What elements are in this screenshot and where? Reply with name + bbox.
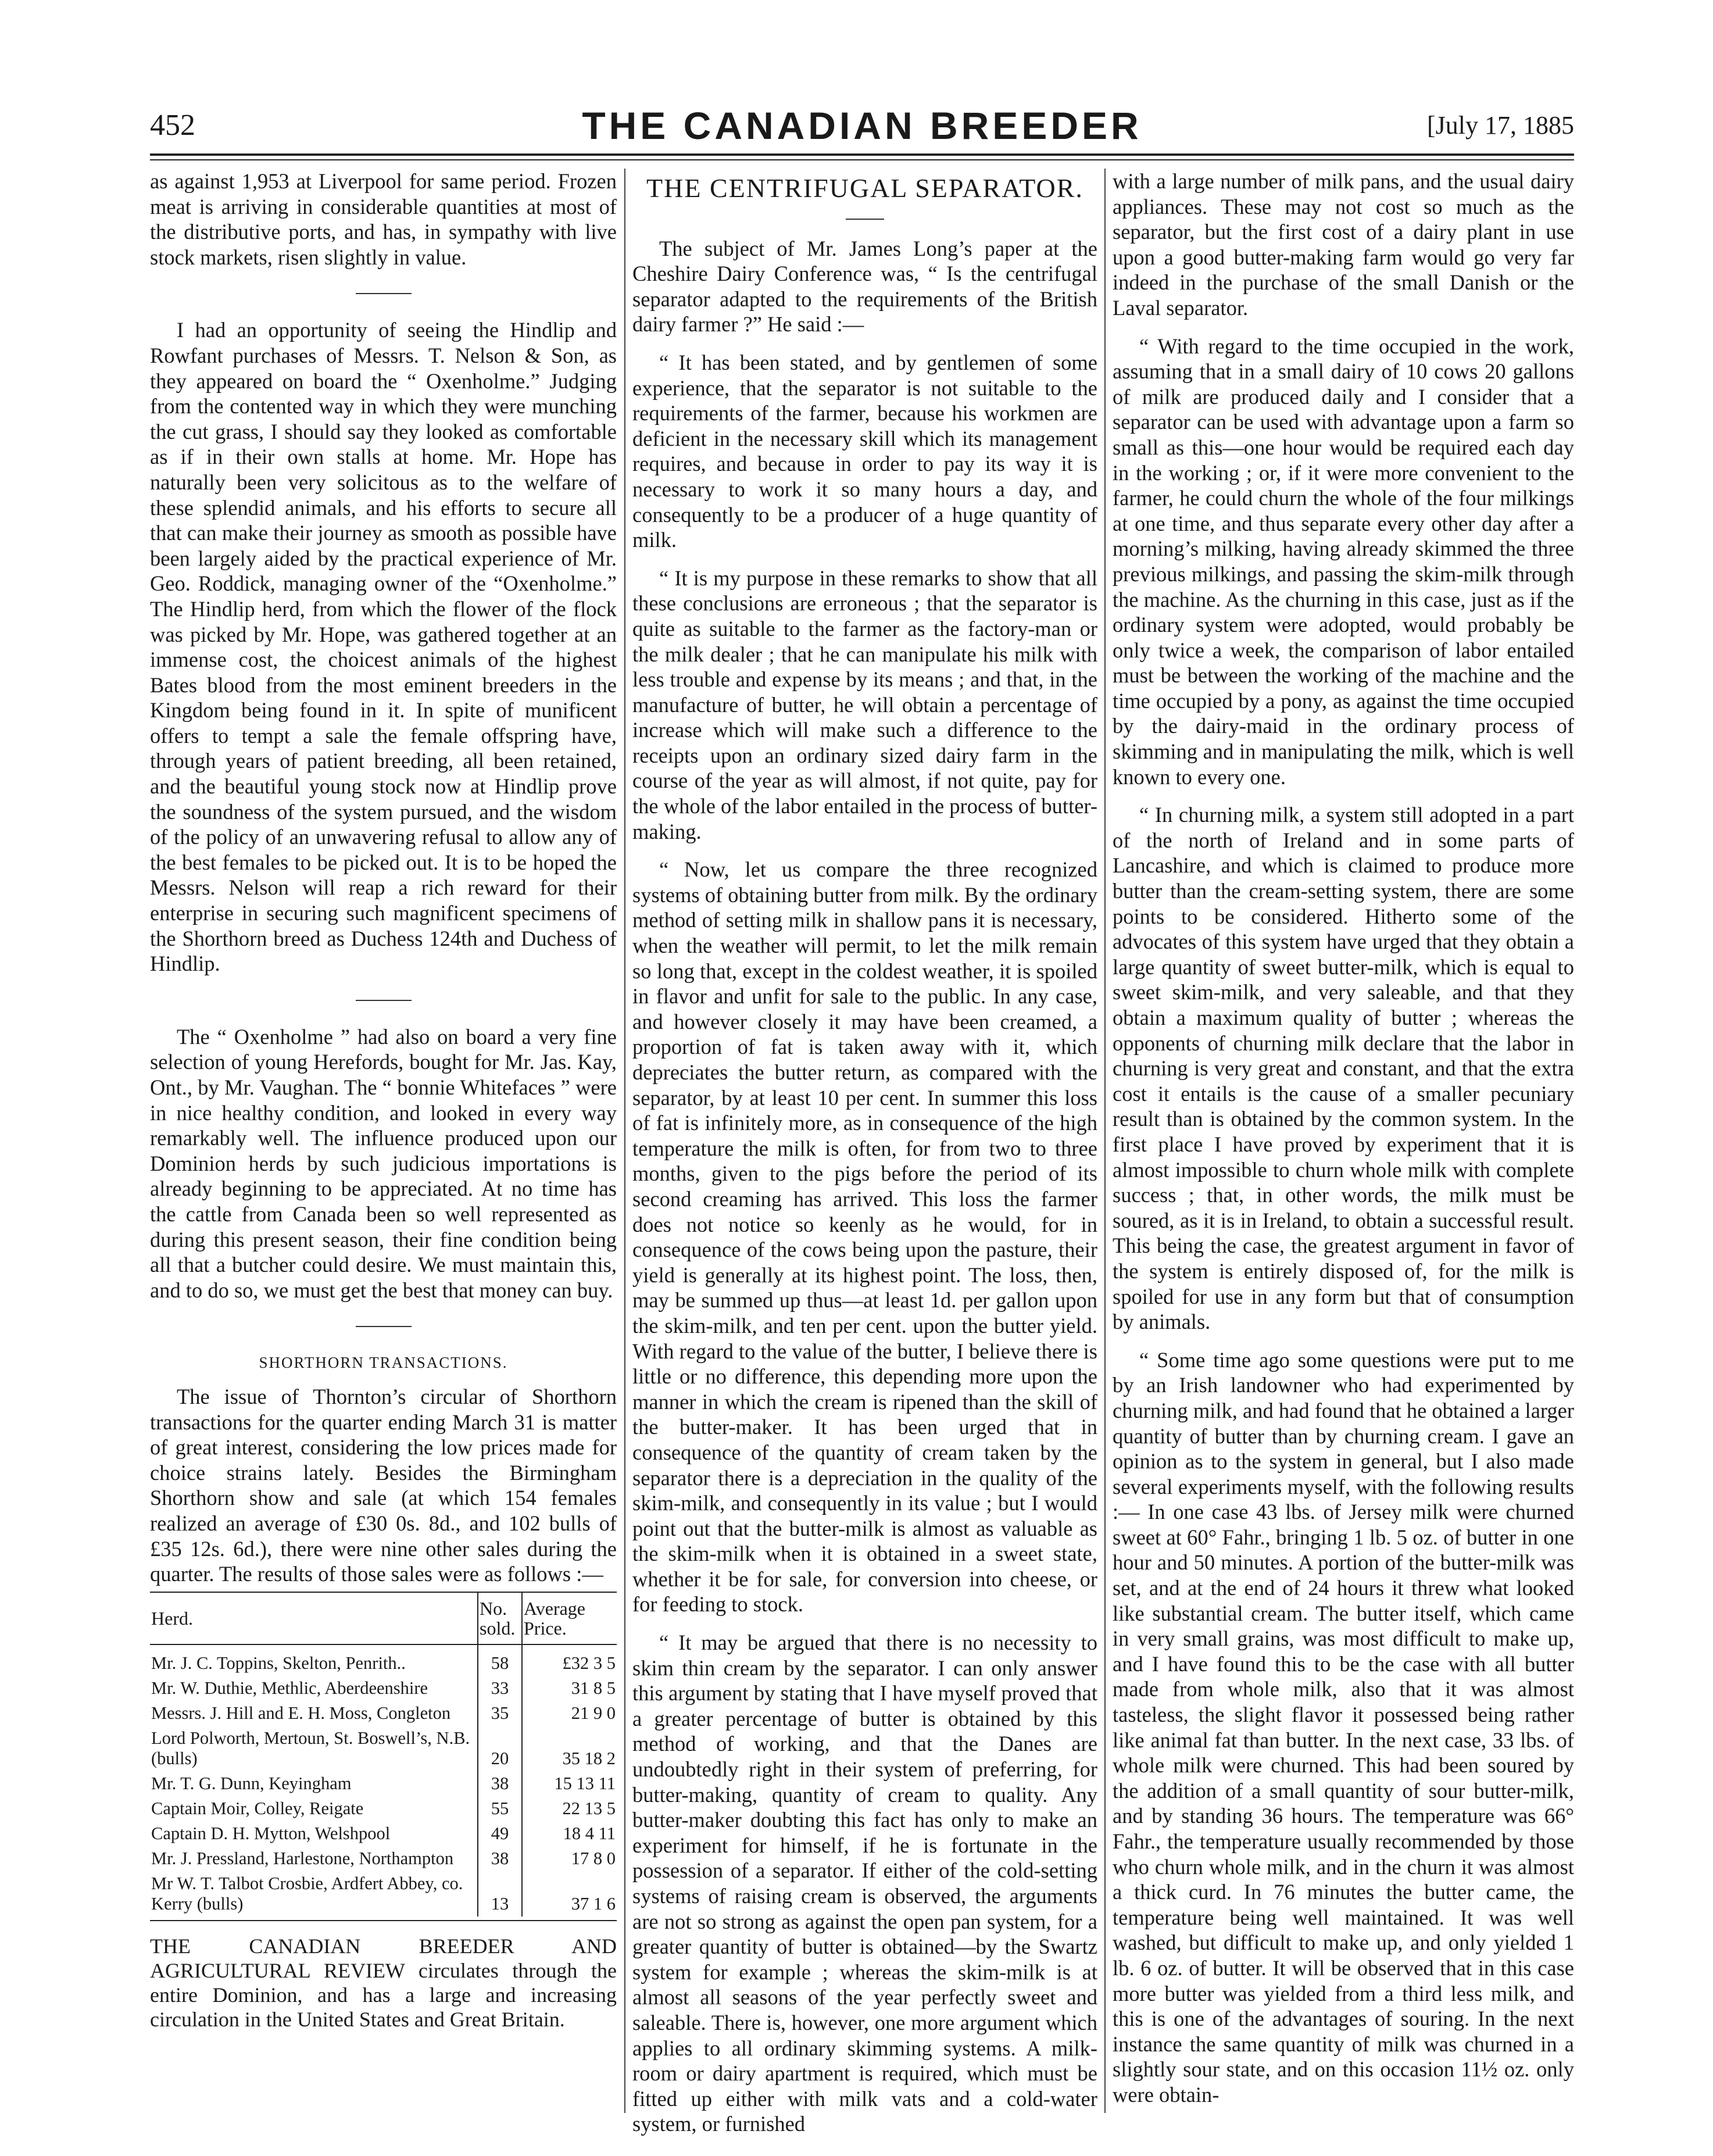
table-row [150,1821,617,1846]
number-sold: 33 [478,1676,522,1701]
table-bottom-rule [150,1920,617,1921]
shorthorn-sales-table [150,1592,617,1917]
number-sold: 55 [478,1796,522,1821]
number-sold: 35 [478,1701,522,1726]
herd-name: Lord Polworth, Mertoun, St. Boswell’s, N.B. (bulls) [151,1728,470,1768]
article-paragraph: “ It may be argued that there is no necessity to skim thin cream by the separator. I can only answer this argument by stating that I have myself proved that a greater percentage of butter is obtained by this method of working, and that the Danes are undoubtedly right in their system of preferring, for butter-making, quantity of cream to quality. Any butter-maker doubting this fact has only to make an experiment for himself, if he is fortunate in the possession of a separator. If either of the cold-setting systems of raising cream is observed, the arguments are not so strong as against the open pan system, for a greater quantity of butter is obtained—by the Swartz system for example ; whereas the skim-milk is at almost all seasons of the year perfectly sweet and saleable. There is, however, one more argument which applies to all ordinary skimming systems. A milk-room or dairy apartment is required, which must be fitted up either with milk vats and a cold-water system, or furnished [632,1631,1097,2136]
average-price: 37 1 6 [522,1871,617,1917]
article-paragraph: with a large number of milk pans, and the usual dairy appliances. These may not cost so much as the separator, but the first cost of a dairy plant in use upon a good butter-making farm would go very far indeed in the purchase of the small Danish or the Laval separator. [1113,169,1574,320]
article-paragraph: “ Some time ago some questions were put to me by an Irish landowner who had experimented by churning milk, and had found that he obtained a larger quantity of butter than by churning cream. I gave an opinion as to the system in general, but I also made several experiments myself, with the following results :— In one case 43 lbs. of Jersey milk were churned sweet at 60° Fahr., bringing 1 lb. 5 oz. of butter in one hour and 50 minutes. A portion of the butter-milk was set, and at the end of 24 hours it threw what looked like substantial cream. The butter itself, which came in very small grains, was most difficult to make up, and I have found this to be the case with all butter made from whole milk, also that it was almost tasteless, the slight flavor it possessed being rather like animal fat than butter. In the next case, 33 lbs. of whole milk were churned. This had been soured by the addition of a small quantity of sour butter-milk, and by standing 36 hours. The temperature was 66° Fahr., the temperature usually recommended by those who churn whole milk, and in the churn it was almost a thick curd. In 76 minutes the butter came, the temperature being well maintained. It was well washed, but difficult to make up, and only yielded 1 lb. 6 oz. of butter. It will be observed that in this case more butter was yielded from a third less milk, and this is one of the advantages of souring. In the next instance the same quantity of milk was churned in a slightly sour state, and on this occasion 11½ oz. only were obtain- [1113,1347,1574,2107]
number-sold: 38 [478,1771,522,1796]
title-divider [846,219,884,220]
number-sold: 58 [478,1651,522,1676]
price-column-header: Average Price. [522,1592,617,1644]
table-row [150,1726,617,1771]
article-paragraph: “ Now, let us compare the three recognized systems of obtaining butter from milk. By the ordinary method of setting milk in shallow pans it is necessary, when the weather will permit, to let the milk remain so long that, except in the coldest weather, it is spoiled in flavor and unfit for sale to the public. In any case, and however closely it may have been creamed, a proportion of fat is taken away with it, which depreciates the butter return, as compared with the separator, by at least 10 per cent. In summer this loss of fat is infinitely more, as in consequence of the high temperature the milk is often, for from two to three months, given to the pigs before the period of its second creaming has arrived. This loss the farmer does not notice so keenly as he would, for in consequence of the cows being upon the pasture, their yield is generally at its highest point. The loss, then, may be summed up thus—at least 1d. per gallon upon the skim-milk, and ten per cent. upon the butter yield. With regard to the value of the butter, I believe there is little or no difference, this depending more upon the manner in which the cream is ripened than the skill of the butter-maker. It has been urged that in consequence of the quantity of cream taken by the separator there is a depreciation in the quality of the skim-milk, and consequently in its value ; but I would point out that the butter-milk is almost as valuable as the skim-milk when it is obtained in a sweet state, whether it be for sale, for conversion into cheese, or for feeding to stock. [632,857,1097,1617]
herd-name: Mr. J. Pressland, Harlestone, Northampton [151,1848,454,1868]
issue-date: [July 17, 1885 [1427,111,1574,140]
average-price: 21 9 0 [522,1701,617,1726]
table-row [150,1846,617,1871]
shorthorn-heading: SHORTHORN TRANSACTIONS. [259,1354,508,1372]
page-header [150,103,1574,149]
average-price: 15 13 11 [522,1771,617,1796]
average-price: 35 18 2 [522,1726,617,1771]
section-divider [356,1000,412,1001]
table-row [150,1796,617,1821]
article-paragraph: as against 1,953 at Liverpool for same period. Frozen meat is arriving in considerable quantities at most of the distributive ports, and has, in sympathy with live stock markets, risen slightly in value. [150,169,617,269]
table-spacer [150,1644,617,1651]
table-row [150,1701,617,1726]
herd-column-header: Herd. [150,1592,478,1644]
article-paragraph: “ With regard to the time occupied in the work, assuming that in a small dairy of 10 cows 20 gallons of milk are produced daily and I consider that a separator can be used with advantage upon a farm so small as this—one hour would be required each day in the working ; or, if it were more convenient to the farmer, he could churn the whole of the four milkings at one time, and thus separate every other day after a morning’s milking, having already skimmed the three previous milkings, and passing the skim-milk through the machine. As the churning in this case, just as if the ordinary system were adopted, would probably be only twice a week, the comparison of labor entailed must be between the working of the machine and the time occupied by a pony, as against the time occupied by the dairy-maid in the ordinary process of skimming and in manipulating the milk, which is well known to every one. [1113,334,1574,789]
sold-column-header: No. sold. [478,1592,522,1644]
article-paragraph: “ It has been stated, and by gentlemen of some experience, that the separator is not suitable to the requirements of the farmer, because his workmen are deficient in the necessary skill which its management requires, and because in order to pay its way it is necessary to work it so many hours a day, and consequently to be a producer of a huge quantity of milk. [632,350,1097,552]
number-sold: 49 [478,1821,522,1846]
article-title: THE CENTRIFUGAL SEPARATOR. [646,173,1083,203]
number-sold: 38 [478,1846,522,1871]
table-row [150,1651,617,1676]
article-paragraph: I had an opportunity of seeing the Hindlip and Rowfant purchases of Messrs. T. Nelson & Son, as they appeared on board the “ Oxenholme.” Judging from the contented way in which they were munching the cut grass, I should say they looked as comfortable as if in their own stalls at home. Mr. Hope has naturally been very solicitous as to the welfare of these splendid animals, and his efforts to secure all that can make their journey as smooth as possible have been largely aided by the practical experience of Mr. Geo. Roddick, managing owner of the “Oxenholme.” The Hindlip herd, from which the flower of the flock was picked by Mr. Hope, was gathered together at an immense cost, the choicest animals of the highest Bates blood from the most eminent breeders in the Kingdom being found in it. In spite of munificent offers to tempt a sale the female offspring have, through years of patient breeding, all been retained, and the beautiful young stock now at Hindlip prove the soundness of the system pursued, and the wisdom of the policy of an unwavering refusal to allow any of the best females to be picked out. It is to be hoped the Messrs. Nelson will reap a rich reward for their enterprise in securing such magnificent specimens of the Shorthorn breed as Duchess 124th and Duchess of Hindlip. [150,318,617,976]
average-price: 18 4 11 [522,1821,617,1846]
herd-name: Mr. J. C. Toppins, Skelton, Penrith.. [151,1653,406,1673]
article-paragraph: The issue of Thornton’s circular of Shorthorn transactions for the quarter ending March 31 is matter of great interest, considering the low prices made for choice strains lately. Besides the Birmingham Shorthorn show and sale (at which 154 females realized an average of £30 0s. 8d., and 102 bulls of £35 12s. 6d.), there were nine other sales during the quarter. The results of those sales were as follows :— [150,1384,617,1586]
header-rule-thick [150,153,1574,156]
average-price: 17 8 0 [522,1846,617,1871]
column-rule-right [1104,169,1106,2113]
column-rule-left [624,169,625,2113]
table-row [150,1871,617,1917]
column-1 [150,169,617,2032]
section-divider [356,293,412,294]
herd-name: Captain Moir, Colley, Reigate [151,1798,364,1818]
herd-name: Mr W. T. Talbot Crosbie, Ardfert Abbey, co. Kerry (bulls) [151,1873,463,1914]
section-divider [356,1326,412,1327]
table-row [150,1771,617,1796]
article-paragraph: “ In churning milk, a system still adopted in a part of the north of Ireland and in some parts of Lancashire, and which is claimed to produce more butter than the cream-setting system, there are some points to be considered. Hitherto some of the advocates of this system have urged that they obtain a large quantity of sweet butter-milk, which is equal to sweet skim-milk, and very saleable, and that they obtain a maximum quality of butter ; whereas the opponents of churning milk declare that the labor in churning is very great and constant, and that the extra cost it entails is the cause of a smaller pecuniary result than is obtained by the common system. In the first place I have proved by experiment that it is almost impossible to churn whole milk with complete success ; that, in other words, the milk must be soured, as it is in Ireland, to obtain a successful result. This being the case, the greatest argument in favor of the system is entirely disposed of, for the milk is spoiled for use in any form but that of consumption by animals. [1113,803,1574,1334]
herd-name: Mr. W. Duthie, Methlic, Aberdeenshire [151,1678,428,1698]
herd-name: Messrs. J. Hill and E. H. Moss, Congleton [151,1703,451,1723]
average-price: 31 8 5 [522,1676,617,1701]
article-paragraph: The “ Oxenholme ” had also on board a very fine selection of young Herefords, bought for Mr. Jas. Kay, Ont., by Mr. Vaughan. The “ bonnie Whitefaces ” were in nice healthy condition, and looked in every way remarkably well. The influence produced upon our Dominion herds by such judicious importations is already beginning to be appreciated. At no time has the cattle from Canada been so well represented as during this present season, their fine condition being all that a butcher could desire. We must maintain this, and to do so, we must get the best that money can buy. [150,1024,617,1302]
number-sold: 13 [478,1871,522,1917]
average-price: £32 3 5 [522,1651,617,1676]
table-row [150,1676,617,1701]
table-header-row [150,1592,617,1644]
masthead-title: THE CANADIAN BREEDER [582,104,1142,147]
circulation-note: THE CANADIAN BREEDER AND AGRICULTURAL REVIEW circulates through the entire Dominion, and has a large and increasing circulation in the United States and Great Britain. [150,1934,617,2031]
herd-name: Mr. T. G. Dunn, Keyingham [151,1773,352,1793]
column-2 [632,169,1097,2137]
number-sold: 20 [478,1726,522,1771]
herd-name: Captain D. H. Mytton, Welshpool [151,1823,391,1843]
average-price: 22 13 5 [522,1796,617,1821]
page-number: 452 [150,109,195,142]
article-paragraph: The subject of Mr. James Long’s paper at the Cheshire Dairy Conference was, “ Is the centrifugal separator adapted to the requirements of the British dairy farmer ?” He said :— [632,236,1097,337]
header-rule-thin [150,159,1574,160]
column-3 [1113,169,1574,2108]
article-paragraph: “ It is my purpose in these remarks to show that all these conclusions are erroneous ; that the separator is quite as suitable to the farmer as the factory-man or the milk dealer ; that he can manipulate his milk with less trouble and expense by its means ; and that, in the manufacture of butter, he will obtain a percentage of increase which will make such a difference to the receipts upon an ordinary sized dairy farm in the course of the year as will almost, if not quite, pay for the whole of the labor entailed in the process of butter-making. [632,566,1097,843]
